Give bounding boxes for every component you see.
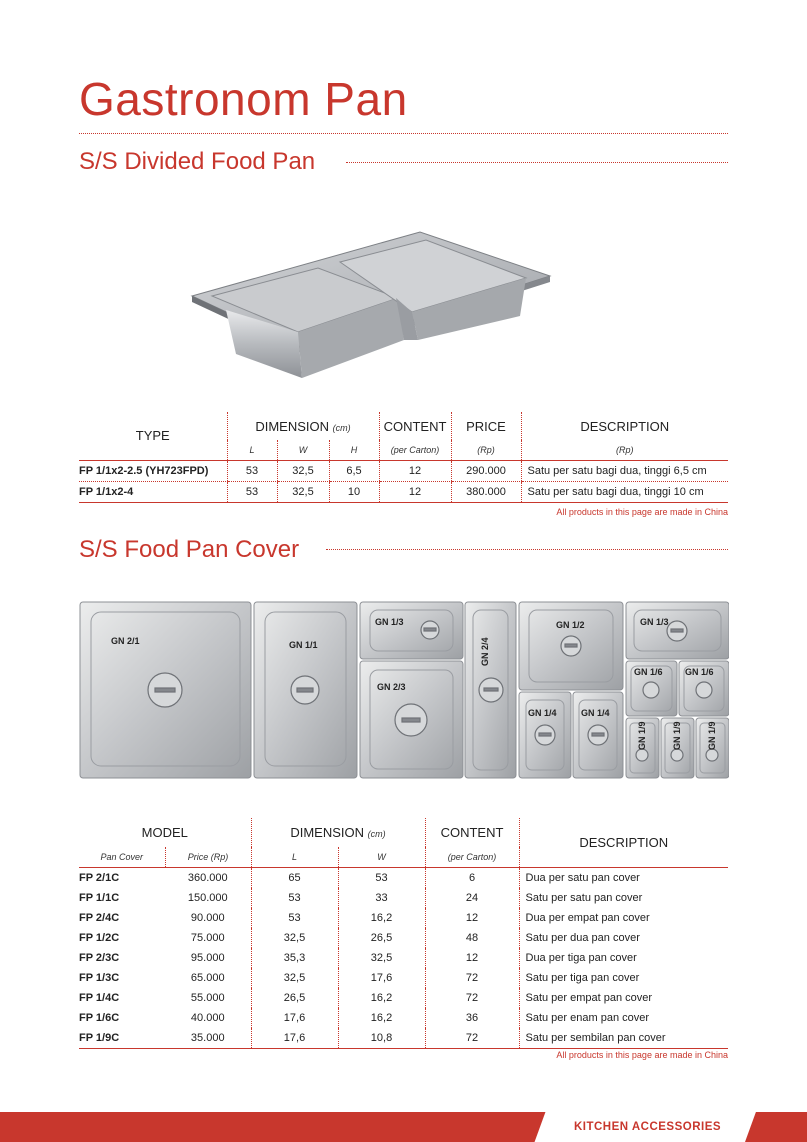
page-title: Gastronom Pan [79, 73, 408, 125]
label-gn23: GN 2/3 [377, 682, 406, 692]
footer-tail [745, 1112, 807, 1142]
pan-cover-table [79, 818, 728, 1049]
table-row [79, 1008, 728, 1028]
cell-l: 65 [251, 867, 338, 888]
section-divider [326, 549, 728, 550]
sub-content: (per Carton) [379, 440, 451, 460]
footer [0, 1112, 807, 1142]
cell-description: Satu per tiga pan cover [519, 968, 728, 988]
dimension-unit: (cm) [367, 829, 386, 839]
cell-price: 75.000 [190, 931, 225, 944]
footer-bar [0, 1112, 560, 1142]
cell-content: 72 [425, 1028, 519, 1049]
sub-w: W [277, 440, 329, 460]
section-heading-divided-pan: S/S Divided Food Pan [79, 148, 316, 175]
dimension-label: DIMENSION [255, 418, 330, 434]
cell-w: 26,5 [338, 928, 425, 948]
cell-l: 17,6 [251, 1008, 338, 1028]
sub-description: (Rp) [521, 440, 728, 460]
cell-content: 48 [425, 928, 519, 948]
cell-l: 26,5 [251, 988, 338, 1008]
col-description-header: DESCRIPTION [519, 818, 728, 867]
table-row [79, 1028, 728, 1049]
cell-w: 16,2 [338, 1008, 425, 1028]
col-price-header: PRICE [451, 412, 521, 440]
cell-content: 72 [425, 988, 519, 1008]
table-row [79, 928, 728, 948]
cell-model: FP 1/2C [79, 931, 120, 944]
cell-price: 35.000 [165, 1028, 251, 1049]
cell-price: 65.000 [190, 971, 225, 984]
cell-w: 10,8 [338, 1028, 425, 1049]
label-gn19c: GN 1/9 [707, 721, 717, 750]
col-model-header: MODEL [141, 825, 188, 840]
sub-l: L [227, 440, 277, 460]
cell-content: 12 [425, 908, 519, 928]
table-row [79, 460, 728, 481]
divided-food-pan-image [190, 228, 552, 384]
cell-w: 53 [338, 867, 425, 888]
cell-h: 6,5 [329, 460, 379, 481]
col-content-header: CONTENT [425, 818, 519, 847]
col-dimension-header [251, 818, 425, 847]
col-content-header: CONTENT [379, 412, 451, 440]
cell-model: FP 1/4C [79, 991, 120, 1004]
cell-content: 24 [425, 888, 519, 908]
cell-w: 16,2 [338, 908, 425, 928]
label-gn16a: GN 1/6 [634, 667, 663, 677]
pan-covers-image [79, 600, 729, 780]
table-row [79, 988, 728, 1008]
label-gn14a: GN 1/4 [528, 708, 557, 718]
cell-l: 35,3 [251, 948, 338, 968]
cell-content: 36 [425, 1008, 519, 1028]
cell-price: 360.000 [187, 871, 228, 884]
cell-model: FP 1/1C [79, 891, 120, 904]
cell-l: 17,6 [251, 1028, 338, 1049]
made-in-note: All products in this page are made in China [556, 1050, 728, 1060]
cell-description: Satu per sembilan pan cover [519, 1028, 728, 1049]
cell-description: Dua per empat pan cover [519, 908, 728, 928]
cell-l: 53 [251, 908, 338, 928]
cell-w: 16,2 [338, 988, 425, 1008]
title-divider [79, 133, 728, 134]
cell-description: Dua per satu pan cover [519, 867, 728, 888]
cell-type: FP 1/1x2-4 [79, 481, 227, 502]
cell-description: Satu per satu bagi dua, tinggi 6,5 cm [521, 460, 728, 481]
cell-content: 6 [425, 867, 519, 888]
cell-content: 12 [425, 948, 519, 968]
cell-w: 32,5 [277, 460, 329, 481]
label-gn11: GN 1/1 [289, 640, 318, 650]
sub-pan-cover: Pan Cover [79, 847, 165, 867]
cell-model: FP 1/6C [79, 1011, 120, 1024]
table-row [79, 948, 728, 968]
cell-type: FP 1/1x2-2.5 (YH723FPD) [79, 460, 227, 481]
cell-price: 150.000 [187, 891, 228, 904]
cell-w: 32,5 [277, 481, 329, 502]
cell-description: Satu per empat pan cover [519, 988, 728, 1008]
section-heading-pan-cover: S/S Food Pan Cover [79, 536, 300, 563]
table-row [79, 968, 728, 988]
cell-model: FP 2/3C [79, 951, 120, 964]
cell-model: FP 1/3C [79, 971, 120, 984]
label-gn14b: GN 1/4 [581, 708, 610, 718]
cell-price: 95.000 [190, 951, 225, 964]
table-row [79, 481, 728, 502]
cell-model: FP 2/4C [79, 911, 120, 924]
label-gn16b: GN 1/6 [685, 667, 714, 677]
cell-price: 40.000 [190, 1011, 225, 1024]
label-gn24: GN 2/4 [480, 637, 490, 666]
cell-l: 32,5 [251, 968, 338, 988]
sub-price: Price (Rp) [165, 847, 251, 867]
cell-w: 33 [338, 888, 425, 908]
table-row [79, 908, 728, 928]
label-gn19a: GN 1/9 [637, 721, 647, 750]
col-dimension-header [227, 412, 379, 440]
cell-l: 53 [227, 460, 277, 481]
sub-l: L [251, 847, 338, 867]
cell-model: FP 1/9C [79, 1028, 165, 1049]
cell-w: 32,5 [338, 948, 425, 968]
col-description-header: DESCRIPTION [521, 412, 728, 440]
cell-model: FP 2/1C [79, 871, 120, 884]
label-gn21: GN 2/1 [111, 636, 140, 646]
label-gn13b: GN 1/3 [640, 617, 669, 627]
footer-label-box [535, 1112, 761, 1142]
cell-description: Dua per tiga pan cover [519, 948, 728, 968]
cell-description: Satu per enam pan cover [519, 1008, 728, 1028]
made-in-note: All products in this page are made in China [556, 507, 728, 517]
cell-description: Satu per satu bagi dua, tinggi 10 cm [521, 481, 728, 502]
cell-l: 53 [251, 888, 338, 908]
cell-w: 17,6 [338, 968, 425, 988]
sub-h: H [329, 440, 379, 460]
cell-h: 10 [329, 481, 379, 502]
dimension-label: DIMENSION [290, 825, 365, 840]
cell-content: 72 [425, 968, 519, 988]
sub-content: (per Carton) [425, 847, 519, 867]
dimension-unit: (cm) [332, 422, 351, 433]
cell-description: Satu per dua pan cover [519, 928, 728, 948]
footer-label: KITCHEN ACCESSORIES [573, 1121, 722, 1133]
section-divider [346, 162, 728, 163]
cell-l: 32,5 [251, 928, 338, 948]
label-gn12: GN 1/2 [556, 620, 585, 630]
cell-content: 12 [379, 460, 451, 481]
cell-price: 380.000 [451, 481, 521, 502]
cell-price: 290.000 [451, 460, 521, 481]
cell-description: Satu per satu pan cover [519, 888, 728, 908]
table-row [79, 888, 728, 908]
divided-pan-table [79, 412, 728, 503]
cell-price: 90.000 [190, 911, 225, 924]
table-row [79, 867, 728, 888]
cell-l: 53 [227, 481, 277, 502]
sub-price: (Rp) [451, 440, 521, 460]
sub-w: W [338, 847, 425, 867]
cell-content: 12 [379, 481, 451, 502]
label-gn13a: GN 1/3 [375, 617, 404, 627]
col-type-header: TYPE [79, 412, 227, 460]
label-gn19b: GN 1/9 [672, 721, 682, 750]
cell-price: 55.000 [190, 991, 225, 1004]
